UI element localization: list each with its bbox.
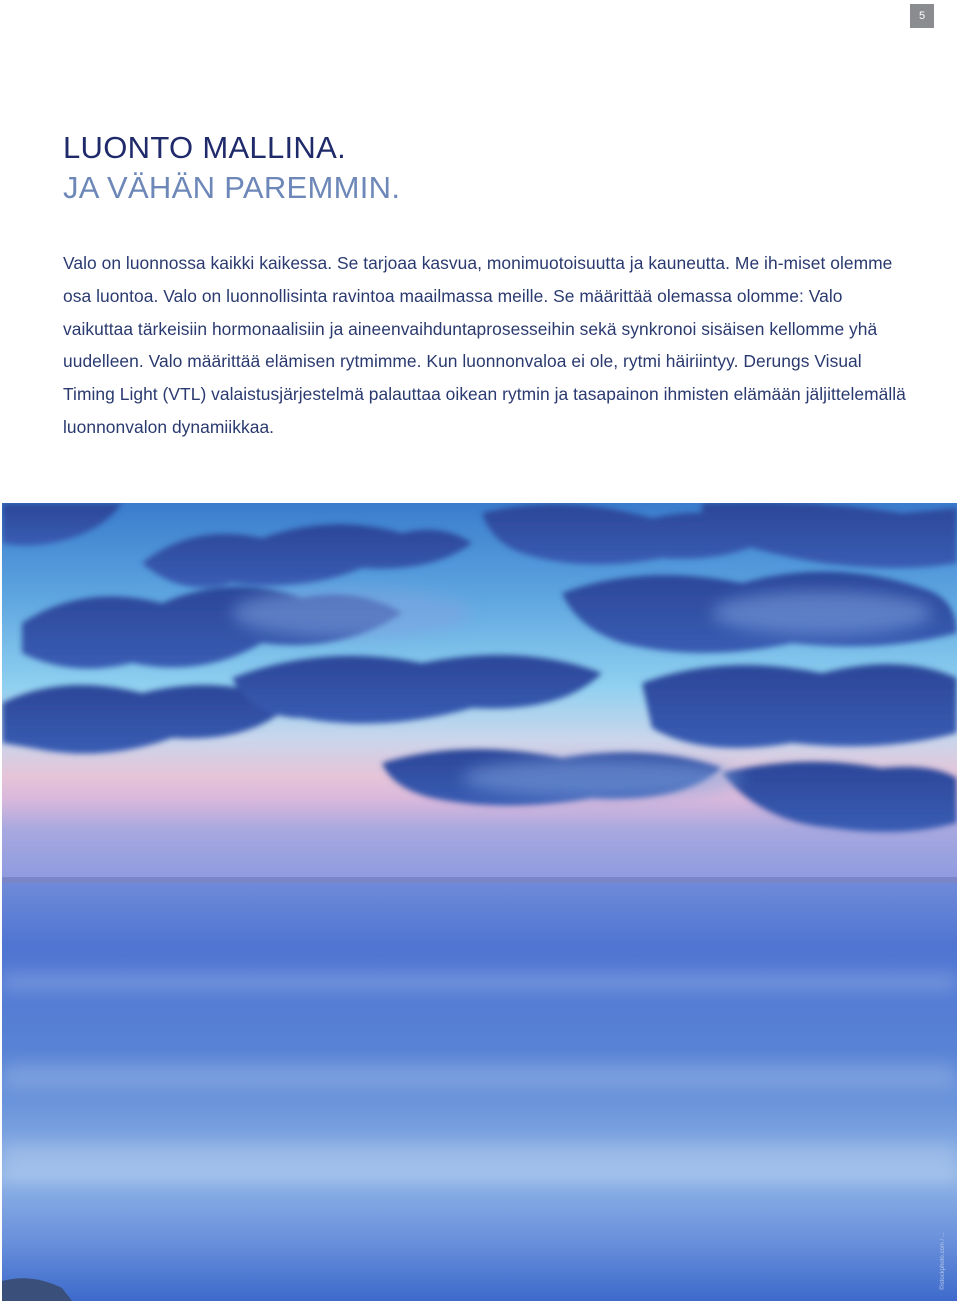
page-title bbox=[63, 128, 400, 208]
horizon-line bbox=[2, 877, 957, 883]
body-paragraph: Valo on luonnossa kaikki kaikessa. Se tarjoaa kasvua, monimuotoisuutta ja kauneutta. Me ih-miset olemme osa luontoa. Valo on luonnollisinta ravintoa maailmassa meille. Se määrittää olemassa olomme: Valo vaikuttaa tärkeisiin hormonaalisiin ja aineenvaihduntaprosesseihin sekä synkronoi sisäisen kellomme yhä uudelleen. Valo määrittää elämisen rytmimme. Kun luonnonvaloa ei ole, rytmi häiriintyy. Derungs Visual Timing Light (VTL) valaistusjärjestelmä palauttaa oikean rytmin ja tasapainon ihmisten elämään jäljittelemällä luonnonvalon dynamiikkaa. bbox=[63, 253, 906, 437]
title-line-1: LUONTO MALLINA. bbox=[63, 130, 347, 165]
title-line-2: JA VÄHÄN PAREMMIN. bbox=[63, 170, 401, 205]
sea bbox=[2, 883, 957, 1301]
seascape-photo bbox=[2, 503, 957, 1301]
page-number: 5 bbox=[910, 4, 934, 28]
photo-credit: ©istockphoto.com / ... bbox=[940, 1232, 946, 1290]
